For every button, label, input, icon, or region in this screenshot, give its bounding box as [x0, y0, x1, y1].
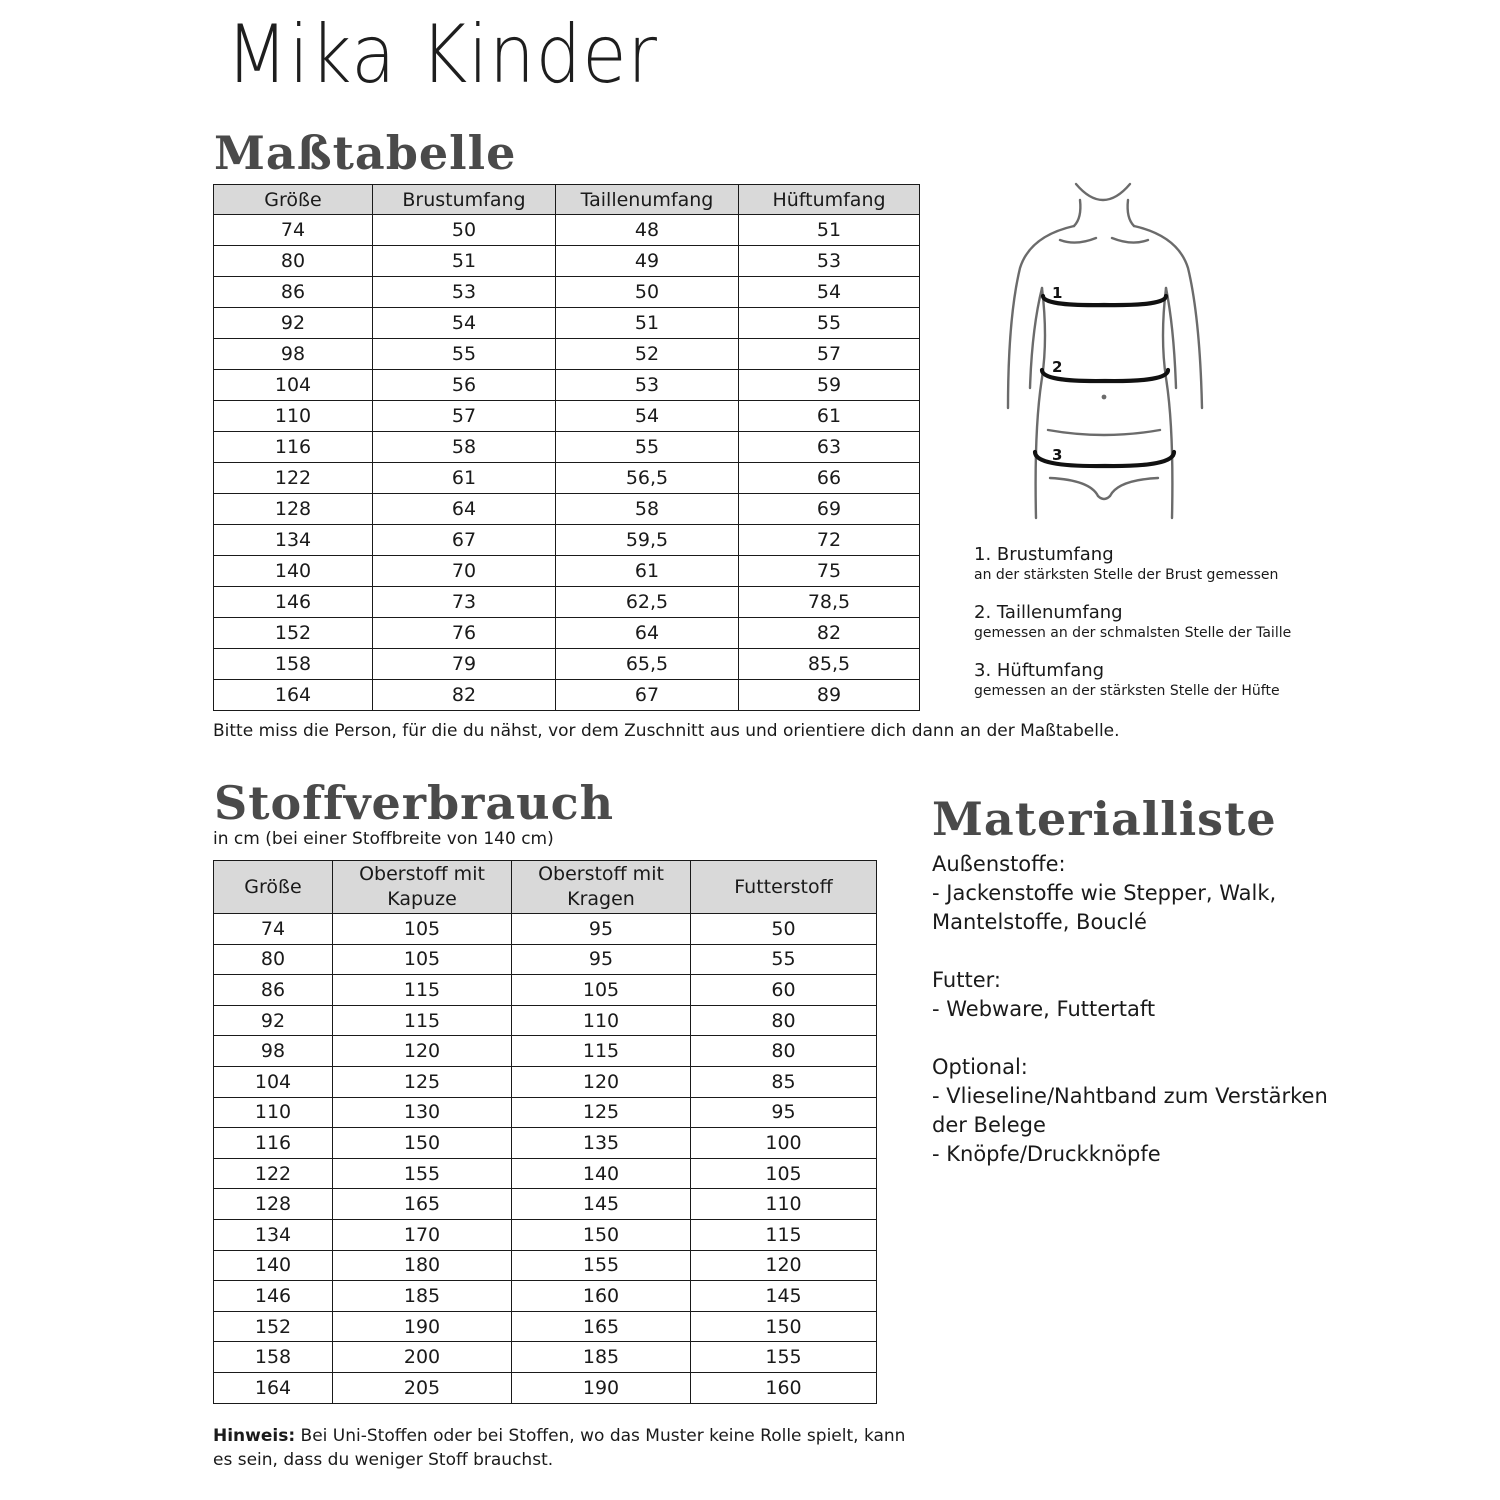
- table-cell: 53: [739, 246, 920, 277]
- table-cell: 115: [333, 1005, 512, 1036]
- table-cell: 165: [333, 1189, 512, 1220]
- table-cell: 135: [512, 1128, 691, 1159]
- table-cell: 54: [739, 277, 920, 308]
- table-row: [214, 1219, 877, 1250]
- table-cell: 76: [373, 618, 556, 649]
- material-line: - Knöpfe/Druckknöpfe: [932, 1142, 1161, 1166]
- table-cell: 100: [691, 1128, 877, 1159]
- table-cell: 49: [556, 246, 739, 277]
- measure-note: Bitte miss die Person, für die du nähst, vor dem Zuschnitt aus und orientiere dich dann an der Maßtabelle.: [213, 721, 1120, 741]
- table-cell: 56: [373, 370, 556, 401]
- table-row: [214, 1189, 877, 1220]
- table-cell: 98: [214, 339, 373, 370]
- navel-icon: [1102, 395, 1107, 400]
- table-cell: 52: [556, 339, 739, 370]
- table-row: [214, 1036, 877, 1067]
- table-cell: 158: [214, 649, 373, 680]
- table-cell: 110: [512, 1005, 691, 1036]
- table-cell: 110: [691, 1189, 877, 1220]
- fabric-table: [213, 860, 877, 1404]
- table-cell: 73: [373, 587, 556, 618]
- stoffverbrauch-heading: Stoffverbrauch: [214, 776, 615, 830]
- table-cell: 158: [214, 1342, 333, 1373]
- marker-2: 2: [1052, 358, 1063, 376]
- table-cell: 152: [214, 618, 373, 649]
- size-table-header: Hüftumfang: [739, 185, 920, 215]
- table-cell: 130: [333, 1097, 512, 1128]
- table-cell: 120: [512, 1066, 691, 1097]
- material-line: - Jackenstoffe wie Stepper, Walk,: [932, 881, 1277, 905]
- table-cell: 64: [556, 618, 739, 649]
- table-cell: 89: [739, 680, 920, 711]
- table-cell: 120: [691, 1250, 877, 1281]
- table-cell: 120: [333, 1036, 512, 1067]
- table-cell: 64: [373, 494, 556, 525]
- legend-1-sub: an der stärksten Stelle der Brust gemessen: [974, 567, 1279, 583]
- table-cell: 50: [556, 277, 739, 308]
- size-table-header: Größe: [214, 185, 373, 215]
- table-cell: 92: [214, 308, 373, 339]
- table-cell: 53: [373, 277, 556, 308]
- table-cell: 92: [214, 1005, 333, 1036]
- fabric-table-header: [333, 861, 512, 914]
- table-cell: 85: [691, 1066, 877, 1097]
- table-cell: 53: [556, 370, 739, 401]
- table-cell: 86: [214, 277, 373, 308]
- table-cell: 58: [373, 432, 556, 463]
- table-cell: 63: [739, 432, 920, 463]
- table-cell: 115: [512, 1036, 691, 1067]
- table-cell: 110: [214, 401, 373, 432]
- table-cell: 95: [691, 1097, 877, 1128]
- table-cell: 70: [373, 556, 556, 587]
- table-cell: 51: [556, 308, 739, 339]
- table-row: [214, 1097, 877, 1128]
- table-row: [214, 277, 920, 308]
- table-row: [214, 432, 920, 463]
- table-cell: 160: [512, 1281, 691, 1312]
- table-cell: 165: [512, 1311, 691, 1342]
- table-row: [214, 1250, 877, 1281]
- table-cell: 80: [691, 1005, 877, 1036]
- table-cell: 74: [214, 215, 373, 246]
- stoffverbrauch-subtitle: in cm (bei einer Stoffbreite von 140 cm): [213, 829, 554, 849]
- table-cell: 50: [691, 914, 877, 945]
- table-cell: 155: [691, 1342, 877, 1373]
- table-row: [214, 246, 920, 277]
- table-cell: 155: [512, 1250, 691, 1281]
- table-cell: 104: [214, 1066, 333, 1097]
- table-cell: 54: [556, 401, 739, 432]
- table-cell: 170: [333, 1219, 512, 1250]
- table-cell: 55: [691, 944, 877, 975]
- table-cell: 180: [333, 1250, 512, 1281]
- table-cell: 61: [556, 556, 739, 587]
- marker-3: 3: [1052, 446, 1063, 464]
- header-line: Kapuze: [387, 888, 457, 910]
- table-row: [214, 339, 920, 370]
- table-cell: 145: [512, 1189, 691, 1220]
- table-cell: 116: [214, 1128, 333, 1159]
- table-cell: 59: [739, 370, 920, 401]
- table-cell: 51: [373, 246, 556, 277]
- table-cell: 95: [512, 914, 691, 945]
- size-table-header: Brustumfang: [373, 185, 556, 215]
- table-cell: 86: [214, 975, 333, 1006]
- table-cell: 67: [373, 525, 556, 556]
- table-cell: 74: [214, 914, 333, 945]
- fabric-table-header: [691, 861, 877, 914]
- table-cell: 146: [214, 587, 373, 618]
- header-line: Oberstoff mit: [538, 863, 664, 885]
- table-cell: 61: [739, 401, 920, 432]
- table-row: [214, 1311, 877, 1342]
- table-cell: 104: [214, 370, 373, 401]
- size-table: [213, 184, 920, 711]
- table-cell: 59,5: [556, 525, 739, 556]
- table-cell: 57: [373, 401, 556, 432]
- masstabelle-heading: Maßtabelle: [214, 126, 517, 180]
- table-row: [214, 401, 920, 432]
- table-cell: 152: [214, 1311, 333, 1342]
- table-cell: 56,5: [556, 463, 739, 494]
- table-cell: 150: [333, 1128, 512, 1159]
- material-list: [932, 850, 1328, 1169]
- table-row: [214, 975, 877, 1006]
- table-cell: 164: [214, 680, 373, 711]
- table-cell: 190: [333, 1311, 512, 1342]
- table-row: [214, 1372, 877, 1403]
- material-line: Außenstoffe:: [932, 852, 1066, 876]
- table-cell: 150: [691, 1311, 877, 1342]
- table-cell: 140: [512, 1158, 691, 1189]
- material-line: - Vlieseline/Nahtband zum Verstärken: [932, 1084, 1328, 1108]
- table-cell: 105: [691, 1158, 877, 1189]
- table-cell: 50: [373, 215, 556, 246]
- table-cell: 190: [512, 1372, 691, 1403]
- table-row: [214, 1066, 877, 1097]
- header-line: Oberstoff mit: [359, 863, 485, 885]
- table-row: [214, 215, 920, 246]
- table-row: [214, 649, 920, 680]
- material-spacer: [932, 1024, 1328, 1053]
- table-cell: 51: [739, 215, 920, 246]
- table-cell: 122: [214, 1158, 333, 1189]
- table-cell: 65,5: [556, 649, 739, 680]
- table-cell: 55: [556, 432, 739, 463]
- table-cell: 150: [512, 1219, 691, 1250]
- table-cell: 60: [691, 975, 877, 1006]
- table-row: [214, 618, 920, 649]
- table-cell: 200: [333, 1342, 512, 1373]
- table-cell: 128: [214, 1189, 333, 1220]
- table-cell: 69: [739, 494, 920, 525]
- table-row: [214, 1005, 877, 1036]
- table-row: [214, 370, 920, 401]
- table-cell: 58: [556, 494, 739, 525]
- table-cell: 116: [214, 432, 373, 463]
- material-spacer: [932, 937, 1328, 966]
- table-cell: 145: [691, 1281, 877, 1312]
- page-title: Mika Kinder: [226, 8, 658, 101]
- table-row: [214, 944, 877, 975]
- legend-3-head: 3. Hüftumfang: [974, 660, 1105, 681]
- table-row: [214, 1281, 877, 1312]
- legend-2-sub: gemessen an der schmalsten Stelle der Taille: [974, 625, 1292, 641]
- table-cell: 80: [214, 944, 333, 975]
- table-cell: 140: [214, 1250, 333, 1281]
- hint-label: Hinweis:: [213, 1426, 296, 1446]
- table-cell: 95: [512, 944, 691, 975]
- material-line: der Belege: [932, 1113, 1046, 1137]
- table-row: [214, 914, 877, 945]
- legend-3-sub: gemessen an der stärksten Stelle der Hüfte: [974, 683, 1280, 699]
- table-cell: 140: [214, 556, 373, 587]
- hint-line-2: es sein, dass du weniger Stoff brauchst.: [213, 1450, 554, 1470]
- table-cell: 75: [739, 556, 920, 587]
- hint-line-1: Bei Uni-Stoffen oder bei Stoffen, wo das Muster keine Rolle spielt, kann: [295, 1426, 906, 1446]
- table-cell: 105: [333, 944, 512, 975]
- table-row: [214, 1158, 877, 1189]
- table-cell: 98: [214, 1036, 333, 1067]
- table-cell: 80: [691, 1036, 877, 1067]
- table-cell: 85,5: [739, 649, 920, 680]
- table-row: [214, 494, 920, 525]
- material-line: Mantelstoffe, Bouclé: [932, 910, 1147, 934]
- fabric-table-header: [512, 861, 691, 914]
- table-row: [214, 525, 920, 556]
- table-cell: 110: [214, 1097, 333, 1128]
- table-cell: 134: [214, 525, 373, 556]
- header-line: Größe: [244, 875, 302, 898]
- table-row: [214, 1342, 877, 1373]
- table-cell: 62,5: [556, 587, 739, 618]
- header-line: Futterstoff: [734, 875, 833, 898]
- table-cell: 146: [214, 1281, 333, 1312]
- table-cell: 122: [214, 463, 373, 494]
- header-line: Kragen: [567, 888, 635, 910]
- table-cell: 185: [512, 1342, 691, 1373]
- table-cell: 55: [373, 339, 556, 370]
- table-cell: 125: [333, 1066, 512, 1097]
- table-cell: 105: [333, 914, 512, 945]
- table-cell: 115: [333, 975, 512, 1006]
- table-cell: 61: [373, 463, 556, 494]
- marker-1: 1: [1052, 284, 1063, 302]
- table-cell: 185: [333, 1281, 512, 1312]
- legend-1-head: 1. Brustumfang: [974, 544, 1114, 565]
- table-cell: 48: [556, 215, 739, 246]
- measure-legend: [974, 544, 1291, 700]
- material-line: Futter:: [932, 968, 1001, 992]
- table-row: [214, 1128, 877, 1159]
- material-line: - Webware, Futtertaft: [932, 997, 1156, 1021]
- materialliste-heading: Materialliste: [932, 792, 1277, 846]
- table-row: [214, 308, 920, 339]
- table-cell: 134: [214, 1219, 333, 1250]
- table-cell: 115: [691, 1219, 877, 1250]
- table-cell: 66: [739, 463, 920, 494]
- table-row: [214, 463, 920, 494]
- hint-note: [213, 1424, 905, 1472]
- table-cell: 155: [333, 1158, 512, 1189]
- fabric-table-header: [214, 861, 333, 914]
- table-cell: 125: [512, 1097, 691, 1128]
- table-cell: 57: [739, 339, 920, 370]
- table-cell: 78,5: [739, 587, 920, 618]
- body-measurement-figure: [990, 178, 1220, 528]
- table-cell: 80: [214, 246, 373, 277]
- table-cell: 128: [214, 494, 373, 525]
- table-cell: 164: [214, 1372, 333, 1403]
- table-cell: 54: [373, 308, 556, 339]
- table-cell: 72: [739, 525, 920, 556]
- table-cell: 205: [333, 1372, 512, 1403]
- table-row: [214, 587, 920, 618]
- table-row: [214, 680, 920, 711]
- legend-2-head: 2. Taillenumfang: [974, 602, 1123, 623]
- table-cell: 105: [512, 975, 691, 1006]
- material-line: Optional:: [932, 1055, 1028, 1079]
- table-cell: 82: [373, 680, 556, 711]
- size-table-header: Taillenumfang: [556, 185, 739, 215]
- table-cell: 160: [691, 1372, 877, 1403]
- table-cell: 82: [739, 618, 920, 649]
- table-cell: 67: [556, 680, 739, 711]
- table-cell: 55: [739, 308, 920, 339]
- table-cell: 79: [373, 649, 556, 680]
- table-row: [214, 556, 920, 587]
